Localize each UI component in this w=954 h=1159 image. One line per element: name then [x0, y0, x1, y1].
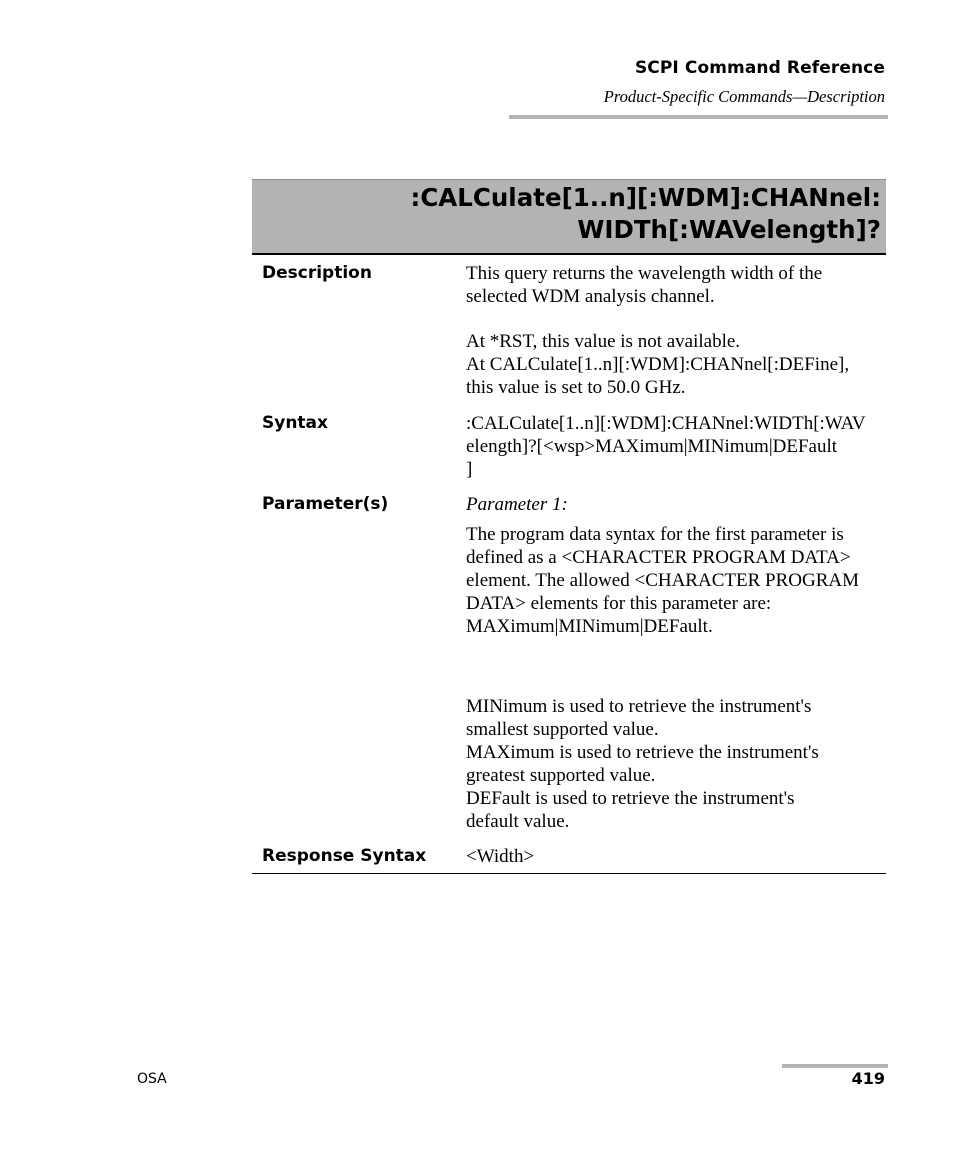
description-p2-line-3: this value is set to 50.0 GHz. — [466, 377, 686, 398]
parameters-p2-line-3: MAXimum is used to retrieve the instrument's — [466, 742, 819, 763]
syntax-line-3: ] — [466, 459, 473, 480]
syntax-label: Syntax — [262, 413, 328, 433]
footer-divider — [782, 1064, 888, 1068]
response-syntax-value: <Width> — [466, 846, 535, 867]
parameters-paragraph-2 — [466, 695, 882, 833]
header-divider — [509, 115, 888, 119]
parameters-p1-line-4: DATA> elements for this parameter are: — [466, 593, 772, 614]
description-paragraph-2 — [466, 330, 882, 399]
parameters-label: Parameter(s) — [262, 494, 389, 514]
parameters-p2-line-2: smallest supported value. — [466, 719, 659, 740]
syntax-line-2: elength]?[<wsp>MAXimum|MINimum|DEFault — [466, 436, 838, 457]
parameters-p1-line-2: defined as a <CHARACTER PROGRAM DATA> — [466, 547, 851, 568]
command-title-line-2: WIDTh[:WAVelength]? — [577, 215, 881, 244]
command-title-line-1: :CALCulate[1..n][:WDM]:CHANnel: — [410, 183, 881, 212]
parameters-p1-line-1: The program data syntax for the first parameter is — [466, 524, 844, 545]
parameters-p2-line-5: DEFault is used to retrieve the instrument's — [466, 788, 795, 809]
response-syntax-label: Response Syntax — [262, 846, 427, 866]
table-bottom-rule — [252, 873, 886, 874]
parameters-paragraph-1 — [466, 523, 882, 638]
description-p2-line-1: At *RST, this value is not available. — [466, 331, 741, 352]
footer-product-name: OSA — [137, 1071, 167, 1087]
parameters-p2-line-6: default value. — [466, 811, 570, 832]
description-paragraph-1 — [466, 262, 882, 308]
parameters-p1-line-5: MAXimum|MINimum|DEFault. — [466, 616, 713, 637]
command-title-box — [252, 179, 886, 255]
description-p1-line-1: This query returns the wavelength width of the — [466, 263, 823, 284]
description-p1-line-2: selected WDM analysis channel. — [466, 286, 715, 307]
syntax-text — [466, 412, 882, 481]
parameters-p1-line-3: element. The allowed <CHARACTER PROGRAM — [466, 570, 859, 591]
page-number: 419 — [851, 1069, 885, 1088]
parameter-1-heading: Parameter 1: — [466, 494, 568, 515]
parameters-p2-line-4: greatest supported value. — [466, 765, 656, 786]
syntax-line-1: :CALCulate[1..n][:WDM]:CHANnel:WIDTh[:WAV — [466, 413, 866, 434]
parameters-p2-line-1: MINimum is used to retrieve the instrument's — [466, 696, 812, 717]
description-p2-line-2: At CALCulate[1..n][:WDM]:CHANnel[:DEFine], — [466, 354, 850, 375]
running-header-title: SCPI Command Reference — [634, 58, 885, 78]
description-label: Description — [262, 263, 372, 283]
running-header-subtitle: Product-Specific Commands—Description — [603, 87, 885, 106]
